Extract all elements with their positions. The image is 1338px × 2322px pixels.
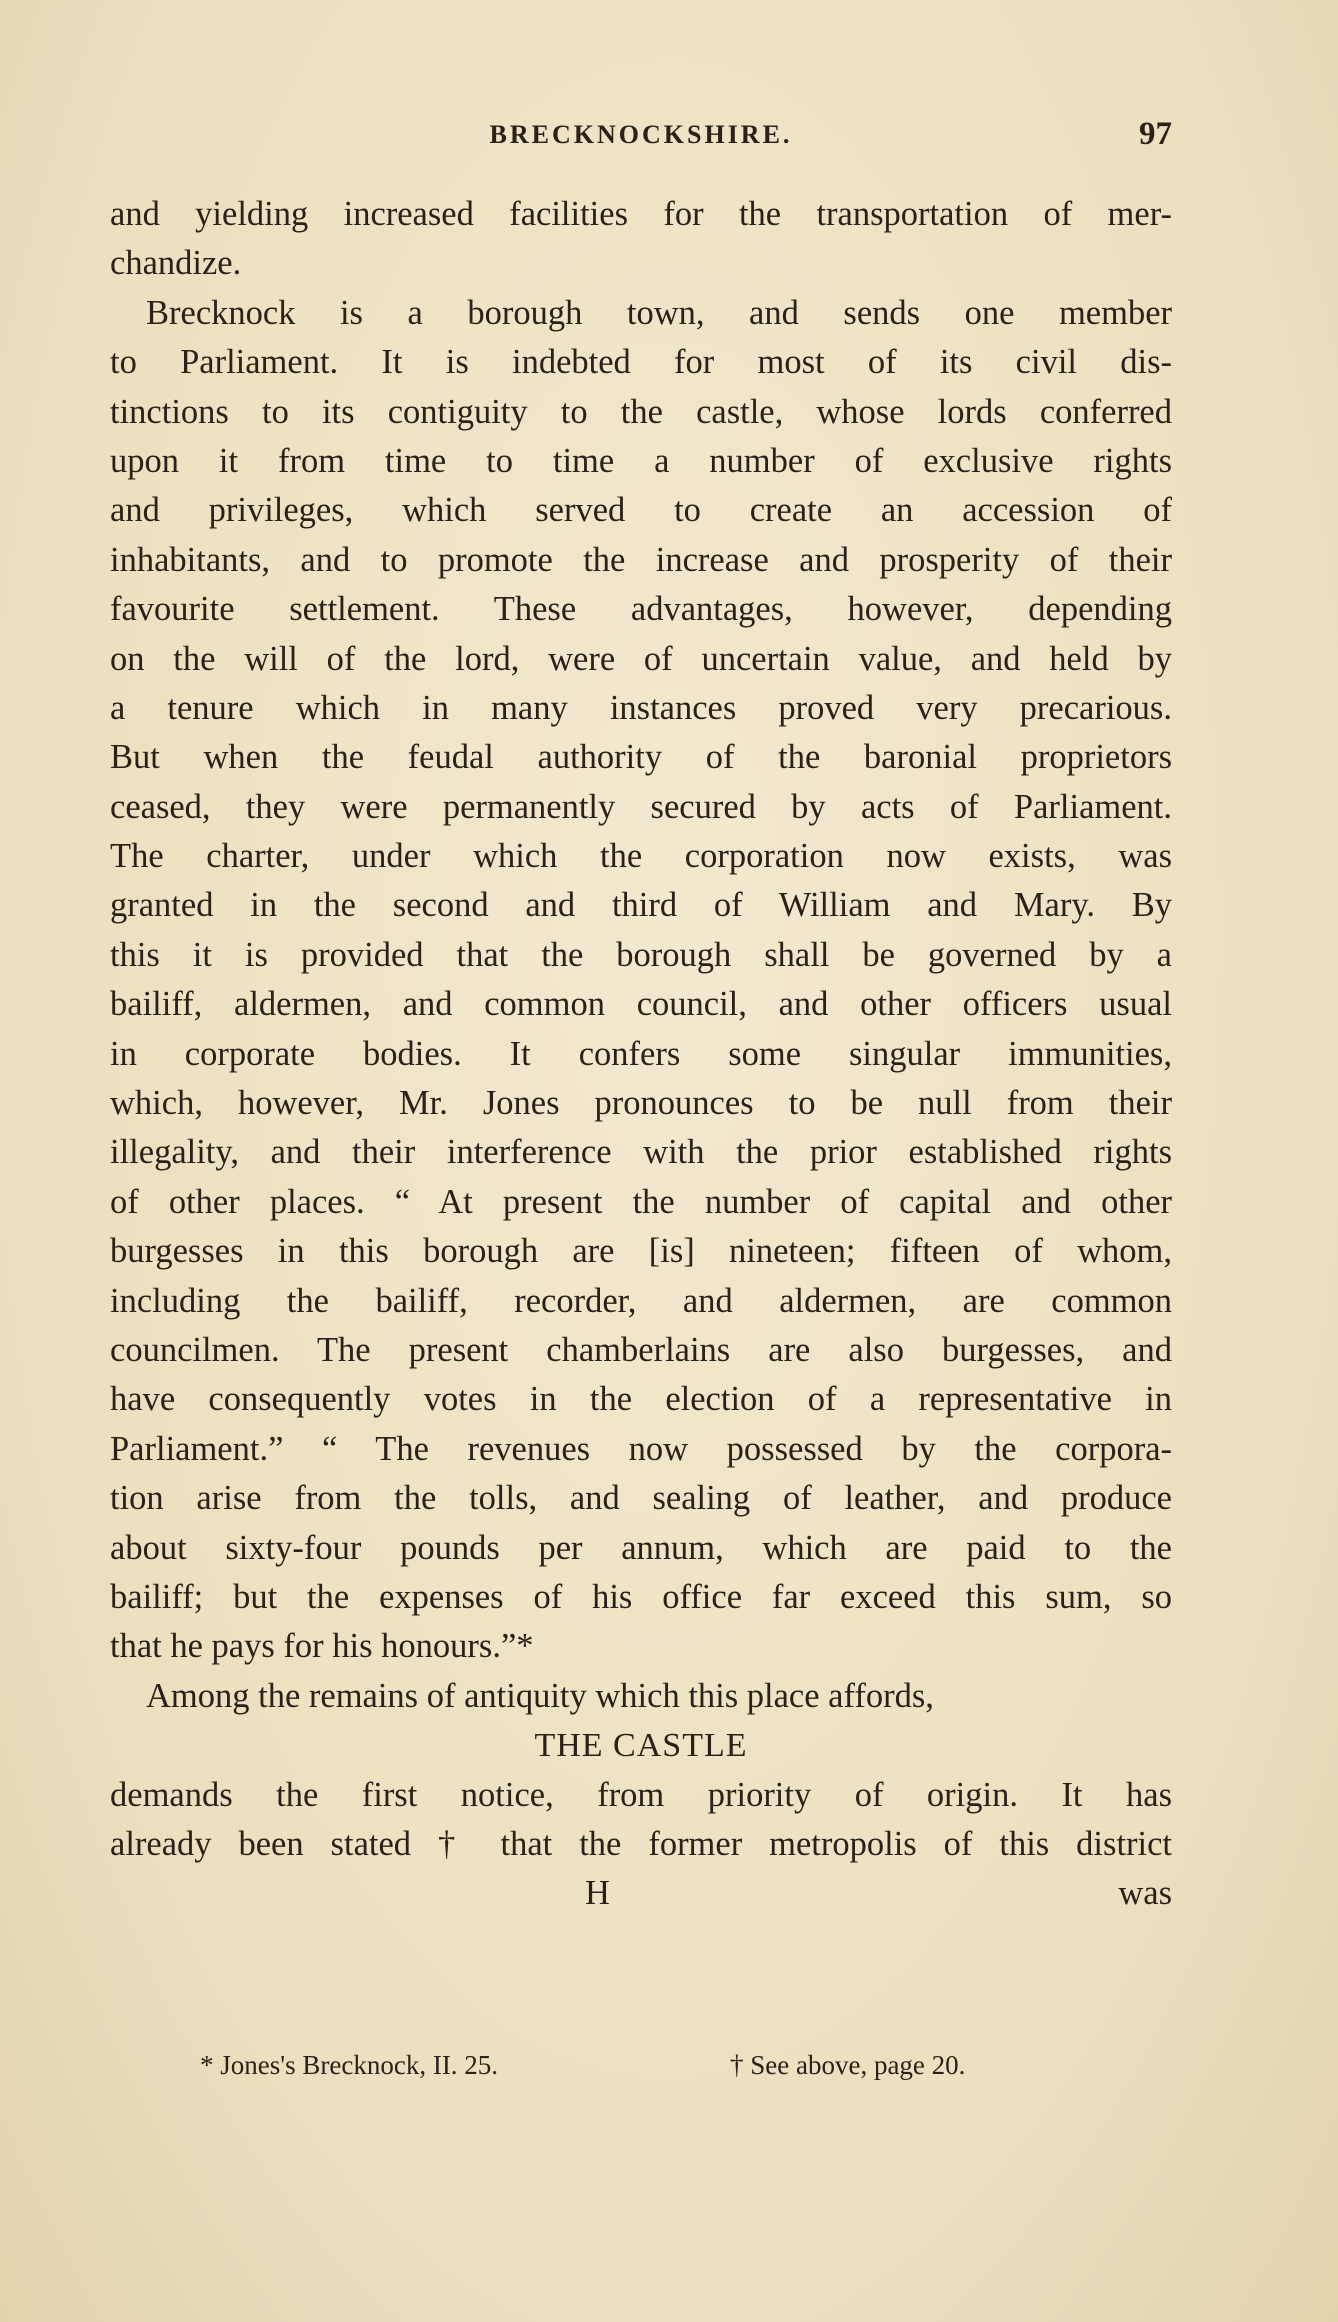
text-line: including the bailiff, recorder, and aldermen, are common — [110, 1281, 1172, 1320]
text-line: that he pays for his honours.”* — [110, 1627, 534, 1666]
text-line: a tenure which in many instances proved very precarious. — [110, 688, 1172, 727]
text-line: bailiff; but the expenses of his office far exceed this sum, so — [110, 1577, 1172, 1616]
text-line: Among the remains of antiquity which this place affords, — [146, 1676, 934, 1715]
text-line: have consequently votes in the election of a representative in — [110, 1380, 1172, 1419]
text-line: upon it from time to time a number of exclusive rights — [110, 441, 1172, 480]
signature-line — [110, 1869, 1172, 1918]
text-line: granted in the second and third of William and Mary. By — [110, 886, 1172, 925]
text-line: of other places. “ At present the number of capital and other — [110, 1182, 1172, 1221]
text-line: burgesses in this borough are [is] nineteen; fifteen of whom, — [110, 1232, 1172, 1271]
text-line: which, however, Mr. Jones pronounces to be null from their — [110, 1084, 1172, 1123]
signature-mark: H — [585, 1874, 610, 1913]
text-line: demands the first notice, from priority of origin. It has — [110, 1775, 1172, 1814]
footnote: * Jones's Brecknock, II. 25. — [200, 2050, 499, 2080]
text-line: bailiff, aldermen, and common council, and other officers usual — [110, 985, 1172, 1024]
text-line: Brecknock is a borough town, and sends one member — [146, 293, 1172, 332]
footnotes — [110, 2050, 1172, 2090]
text-line: ceased, they were permanently secured by acts of Parliament. — [110, 787, 1172, 826]
footnote: † See above, page 20. — [730, 2050, 966, 2080]
catchword: was — [1118, 1874, 1172, 1913]
section-heading: THE CASTLE — [534, 1727, 748, 1765]
text-line: chandize. — [110, 244, 242, 283]
text-line: But when the feudal authority of the baronial proprietors — [110, 738, 1172, 777]
text-line: illegality, and their interference with the prior established rights — [110, 1133, 1172, 1172]
text-line: about sixty-four pounds per annum, which are paid to the — [110, 1528, 1172, 1567]
running-title: BRECKNOCKSHIRE. — [489, 120, 793, 149]
running-head — [110, 116, 1172, 160]
text-line: in corporate bodies. It confers some singular immunities, — [110, 1034, 1172, 1073]
text-line: on the will of the lord, were of uncertain value, and held by — [110, 639, 1172, 678]
text-line: inhabitants, and to promote the increase and prosperity of their — [110, 540, 1172, 579]
text-line: to Parliament. It is indebted for most of its civil dis- — [110, 343, 1172, 382]
text-line: tinctions to its contiguity to the castle, whose lords conferred — [110, 392, 1172, 431]
text-line: and yielding increased facilities for the transportation of mer- — [110, 195, 1172, 233]
text-line: favourite settlement. These advantages, however, depending — [110, 590, 1172, 629]
text-line: this it is provided that the borough shall be governed by a — [110, 935, 1172, 974]
text-line: The charter, under which the corporation now exists, was — [110, 837, 1172, 876]
text-line: councilmen. The present chamberlains are also burgesses, and — [110, 1330, 1172, 1369]
body-text — [110, 190, 1172, 1919]
text-line: and privileges, which served to create an accession of — [110, 491, 1172, 530]
text-line: Parliament.” “ The revenues now possessed by the corpora- — [110, 1429, 1172, 1468]
page-number: 97 — [1139, 116, 1172, 152]
text-line: tion arise from the tolls, and sealing of leather, and produce — [110, 1479, 1172, 1518]
text-line: already been stated † that the former metropolis of this district — [110, 1824, 1172, 1863]
